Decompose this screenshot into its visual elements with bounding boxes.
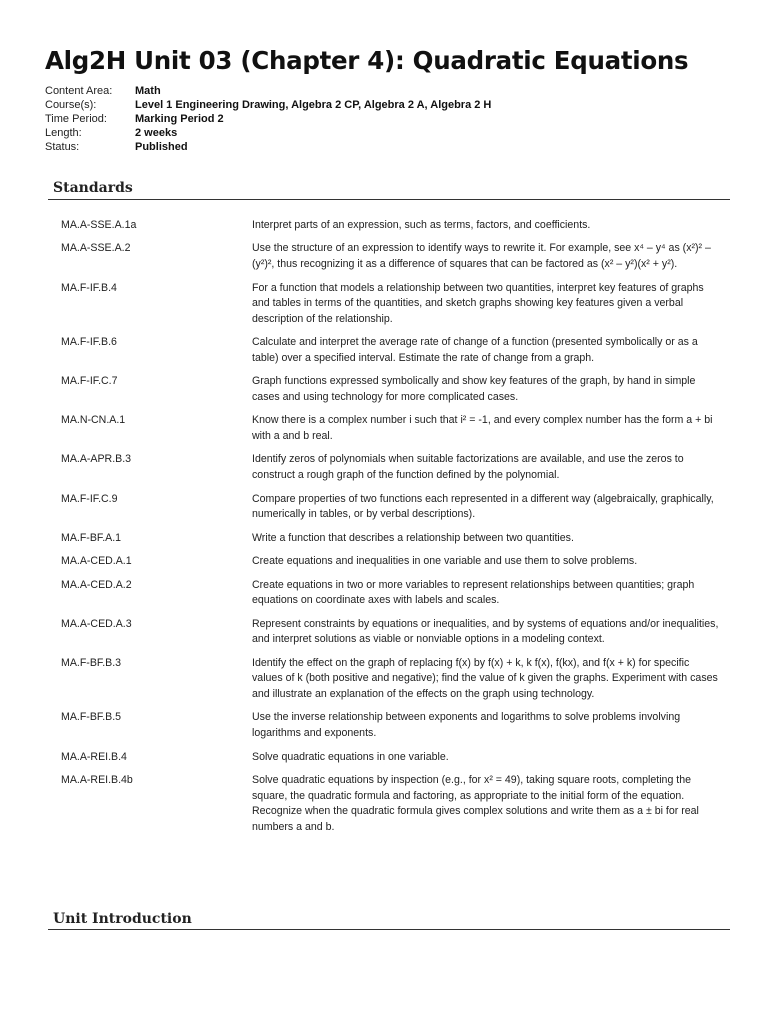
standard-description: Identify zeros of polynomials when suitable factorizations are available, and use the zeros to construct a rough graph of the function defined by the polynomial. [252, 453, 684, 482]
standard-description: Create equations in two or more variables to represent relationships between quantities; graph equations on coordinate axes with labels and scales. [252, 578, 695, 607]
standard-row [61, 241, 721, 272]
standard-code: MA.F-BF.B.5 [61, 711, 122, 724]
meta-value: Level 1 Engineering Drawing, Algebra 2 CP, Algebra 2 A, Algebra 2 H [135, 99, 492, 111]
standards-list [61, 218, 721, 843]
standard-description: Know there is a complex number i such that i² = -1, and every complex number has the form a + bi with a and b real. [252, 414, 713, 442]
standard-code: MA.N-CN.A.1 [61, 414, 126, 427]
standard-description: Compare properties of two functions each represented in a different way (algebraically, graphically, numerically in tables, or by verbal descriptions). [252, 492, 714, 521]
meta-row-status [45, 140, 491, 154]
standard-code: MA.A-APR.B.3 [61, 453, 132, 466]
standard-code: MA.A-SSE.A.2 [61, 242, 131, 255]
standard-code: MA.F-IF.B.6 [61, 336, 117, 349]
course-metadata [45, 84, 491, 154]
meta-value: Marking Period 2 [135, 113, 224, 125]
standard-description: Identify the effect on the graph of replacing f(x) by f(x) + k, k f(x), f(kx), and f(x + k) for specific values of k (both positive and negative); find the value of k given the graphs. Experiment with cases and illustrate an explanation of the effects on the graph using technology. [252, 656, 718, 700]
unit-introduction-divider [48, 929, 730, 930]
standard-row [61, 335, 721, 366]
standard-code: MA.F-IF.C.9 [61, 492, 118, 505]
standard-code: MA.A-CED.A.1 [61, 555, 132, 568]
standard-code: MA.F-BF.A.1 [61, 531, 122, 544]
unit-introduction-heading: Unit Introduction [53, 911, 192, 927]
standard-description: Write a function that describes a relationship between two quantities. [252, 531, 574, 544]
standard-row [61, 750, 721, 766]
document-title: Alg2H Unit 03 (Chapter 4): Quadratic Equations [45, 46, 689, 75]
standard-row [61, 710, 721, 741]
standard-code: MA.F-BF.B.3 [61, 656, 122, 669]
meta-row-length [45, 126, 491, 140]
standard-description: Solve quadratic equations in one variable. [252, 750, 449, 763]
standard-row [61, 578, 721, 609]
meta-key: Status: [45, 141, 80, 153]
standard-description: Create equations and inequalities in one variable and use them to solve problems. [252, 555, 638, 568]
standard-row [61, 374, 721, 405]
standard-row [61, 218, 721, 234]
standard-code: MA.F-IF.B.4 [61, 281, 117, 294]
standard-row [61, 452, 721, 483]
standard-description: Use the inverse relationship between exponents and logarithms to solve problems involving logarithms and exponents. [252, 711, 681, 740]
standard-row [61, 773, 721, 835]
standard-code: MA.A-CED.A.2 [61, 578, 132, 591]
meta-value: 2 weeks [135, 127, 178, 139]
standard-code: MA.A-REI.B.4 [61, 750, 127, 763]
standard-row [61, 281, 721, 328]
standard-row [61, 617, 721, 648]
standard-code: MA.A-CED.A.3 [61, 617, 132, 630]
standard-code: MA.F-IF.C.7 [61, 375, 118, 388]
meta-key: Time Period: [45, 113, 107, 125]
standard-row [61, 554, 721, 570]
meta-row-content-area [45, 84, 491, 98]
standard-description: Graph functions expressed symbolically and show key features of the graph, by hand in simple cases and using technology for more complicated cases. [252, 375, 696, 403]
standard-row [61, 531, 721, 547]
meta-value: Math [135, 85, 161, 97]
meta-row-courses [45, 98, 491, 112]
standard-description: For a function that models a relationship between two quantities, interpret key features of graphs and tables in terms of the quantities, and sketch graphs showing key features given a verbal description of the relationship. [252, 281, 704, 325]
standard-row [61, 656, 721, 703]
meta-key: Length: [45, 127, 82, 139]
standard-description: Solve quadratic equations by inspection (e.g., for x² = 49), taking square roots, completing the square, the quadratic formula and factoring, as appropriate to the initial form of the equation. Recognize when the quadratic formula gives complex solutions and write them as a ± bi for real numbers a and b. [252, 773, 699, 833]
meta-row-time-period [45, 112, 491, 126]
standard-code: MA.A-SSE.A.1a [61, 219, 137, 231]
meta-value: Published [135, 141, 188, 153]
meta-key: Course(s): [45, 99, 97, 111]
meta-key: Content Area: [45, 85, 113, 97]
standard-description: Use the structure of an expression to identify ways to rewrite it. For example, see x⁴ – y⁴ as (x²)² – (y²)², thus recognizing it as a difference of squares that can be factored as (x² – y²)(x² + y²). [252, 242, 711, 271]
standard-row [61, 492, 721, 523]
standard-description: Calculate and interpret the average rate of change of a function (presented symbolically or as a table) over a specified interval. Estimate the rate of change from a graph. [252, 336, 698, 364]
standard-row [61, 413, 721, 444]
standards-divider [48, 199, 730, 200]
standards-heading: Standards [53, 180, 133, 196]
standard-description: Represent constraints by equations or inequalities, and by systems of equations and/or inequalities, and interpret solutions as viable or nonviable options in a modeling context. [252, 617, 719, 646]
standard-description: Interpret parts of an expression, such as terms, factors, and coefficients. [252, 219, 591, 231]
standard-code: MA.A-REI.B.4b [61, 773, 133, 786]
